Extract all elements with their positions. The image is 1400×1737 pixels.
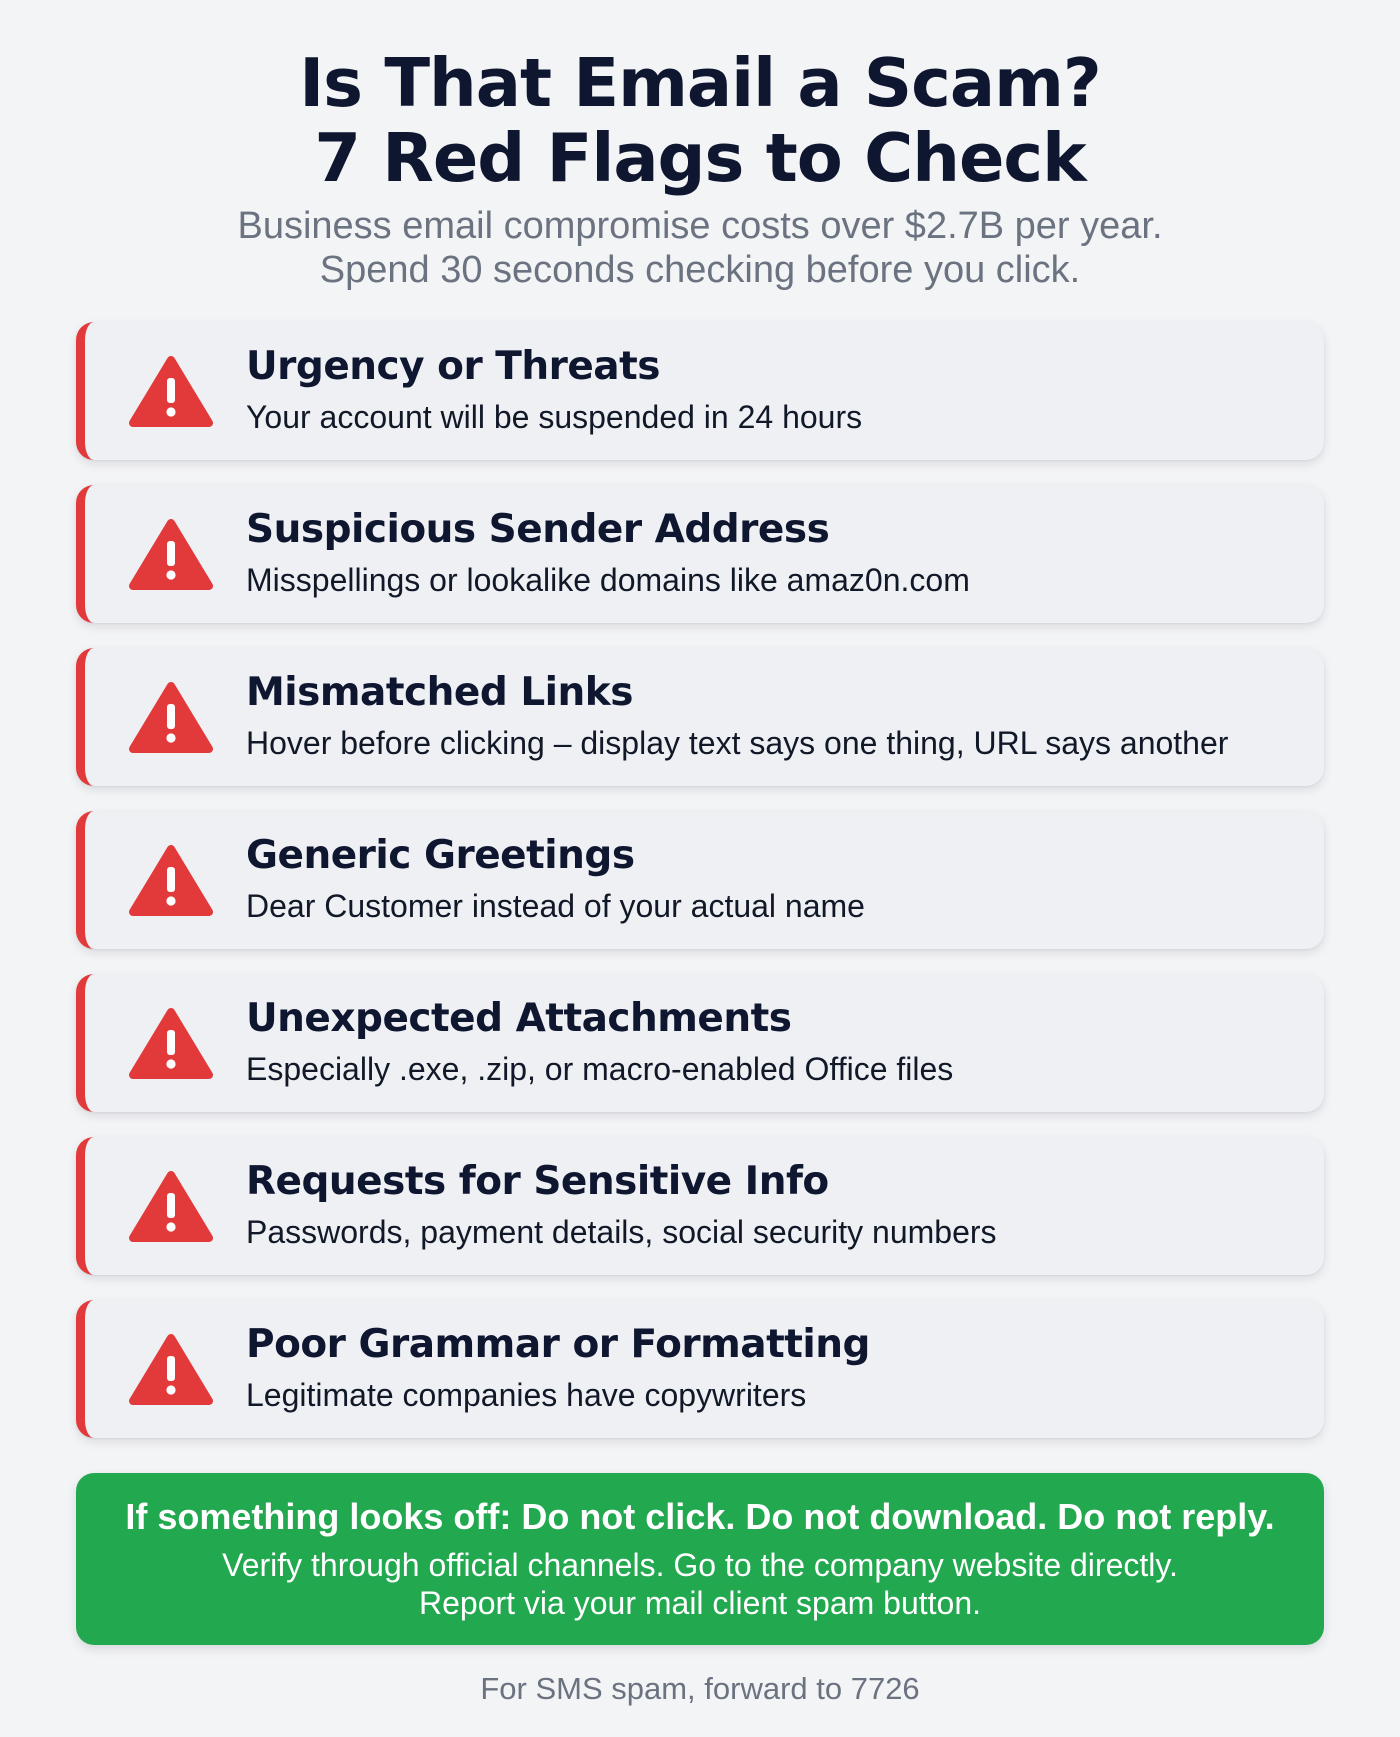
page-title-line2: 7 Red Flags to Check: [314, 119, 1086, 197]
red-flag-card: [76, 1137, 1324, 1275]
warning-triangle-icon: [129, 1333, 213, 1407]
action-callout: [76, 1473, 1324, 1645]
red-flag-card: [76, 811, 1324, 949]
red-flag-card: [76, 322, 1324, 460]
red-flag-title: Requests for Sensitive Info: [246, 1159, 829, 1204]
warning-triangle-icon: [129, 1007, 213, 1081]
footer-note: For SMS spam, forward to 7726: [480, 1671, 920, 1706]
warning-triangle-icon: [129, 518, 213, 592]
red-flag-title: Mismatched Links: [246, 670, 633, 715]
subtitle-line1: Business email compromise costs over $2.7B per year.: [237, 205, 1163, 247]
red-flag-title: Suspicious Sender Address: [246, 507, 830, 552]
warning-triangle-icon: [129, 355, 213, 429]
red-flag-description: Misspellings or lookalike domains like amaz0n.com: [246, 562, 970, 598]
subtitle-line2: Spend 30 seconds checking before you click.: [319, 249, 1081, 291]
red-flag-card: [76, 485, 1324, 623]
action-headline: If something looks off: Do not click. Do not download. Do not reply.: [125, 1496, 1275, 1537]
action-line: Verify through official channels. Go to the company website directly.: [222, 1547, 1178, 1583]
red-flag-description: Legitimate companies have copywriters: [246, 1377, 807, 1413]
red-flag-card: [76, 974, 1324, 1112]
action-line: Report via your mail client spam button.: [418, 1585, 982, 1621]
red-flag-title: Unexpected Attachments: [246, 996, 792, 1041]
red-flag-description: Especially .exe, .zip, or macro-enabled Office files: [246, 1051, 954, 1087]
warning-triangle-icon: [129, 844, 213, 918]
red-flag-card: [76, 1300, 1324, 1438]
red-flag-card: [76, 648, 1324, 786]
red-flag-title: Generic Greetings: [246, 833, 635, 878]
red-flag-description: Passwords, payment details, social security numbers: [246, 1214, 997, 1250]
warning-triangle-icon: [129, 1170, 213, 1244]
red-flag-title: Urgency or Threats: [246, 344, 660, 389]
warning-triangle-icon: [129, 681, 213, 755]
red-flag-description: Hover before clicking – display text says one thing, URL says another: [246, 725, 1229, 761]
red-flag-description: Dear Customer instead of your actual name: [246, 888, 865, 924]
page-title-line1: Is That Email a Scam?: [299, 44, 1101, 122]
red-flag-title: Poor Grammar or Formatting: [246, 1322, 870, 1367]
red-flag-description: Your account will be suspended in 24 hours: [246, 399, 863, 435]
